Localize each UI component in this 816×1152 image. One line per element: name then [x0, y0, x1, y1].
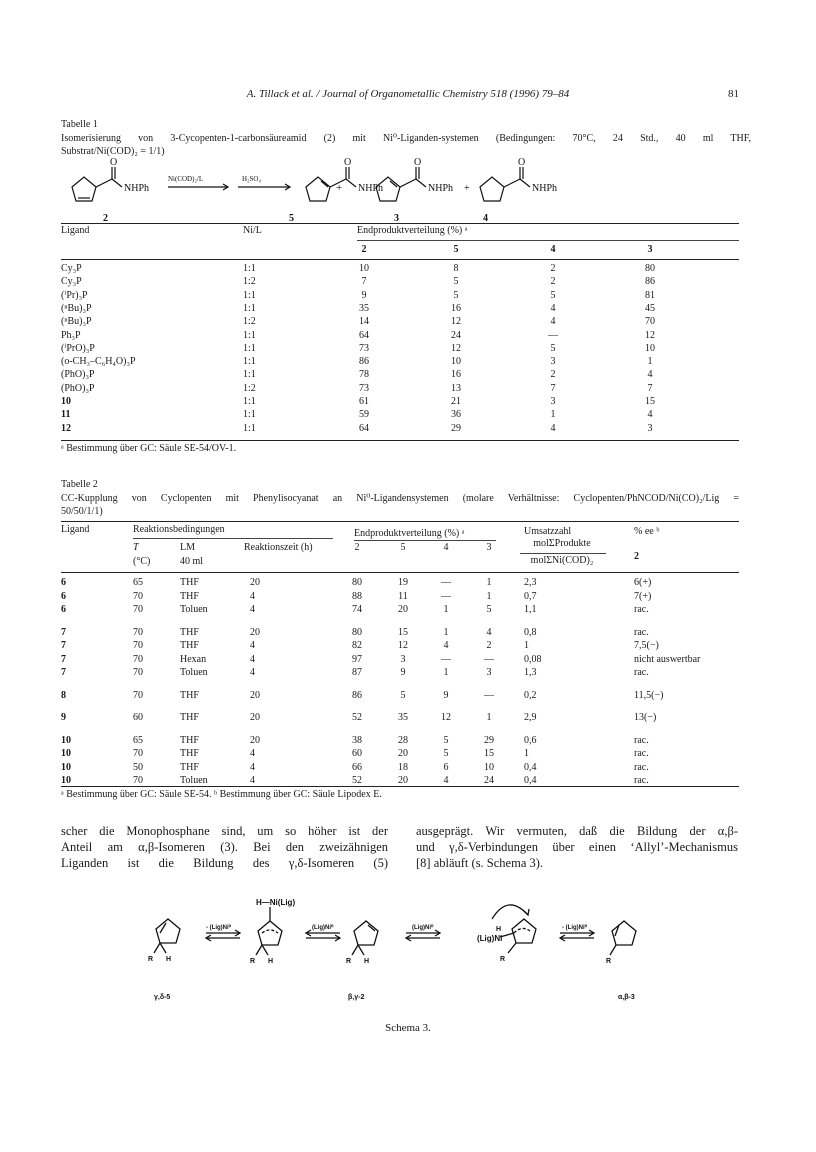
- table2-cell: 97: [352, 653, 362, 665]
- table2-fraction-bar: [520, 553, 606, 554]
- table2-cell: 4: [250, 604, 255, 615]
- table1-cell: 1: [647, 356, 653, 368]
- table2-cell: 70: [133, 775, 143, 786]
- table1-cell: 9: [361, 289, 367, 301]
- table2-cell: Toluen: [180, 667, 208, 678]
- table2-cell: 1: [524, 748, 529, 759]
- table1-cell: 5: [453, 289, 459, 301]
- svg-text:(Lig)Ni: (Lig)Ni: [477, 934, 503, 943]
- table2-cell: 4: [250, 640, 255, 651]
- table2-cell: 6: [61, 590, 66, 602]
- table2-cell: 20: [250, 689, 260, 701]
- table2-header-conditions: Reaktionsbedingungen: [133, 524, 225, 535]
- table2-cell: 1: [443, 626, 449, 638]
- table2-cell: 11: [398, 590, 408, 602]
- table1-cell: 1:1: [243, 302, 256, 314]
- table2-cell: 2: [486, 640, 492, 651]
- table2-label: Tabelle 2: [61, 479, 98, 490]
- table2-cell: 74: [352, 604, 362, 615]
- table1-cell: 35: [359, 302, 369, 314]
- table2-cell: 52: [352, 712, 362, 723]
- table2-cell: THF: [180, 577, 199, 588]
- table2-turnover-numerator: molΣProdukte: [533, 538, 591, 549]
- body-text-left-column: [61, 823, 388, 871]
- table1-cell: 15: [645, 396, 655, 407]
- table1-caption: Isomerisierung von 3-Cycopenten-1-carbonsäureamid (2) mit Ni⁰-Liganden-systemen (Bedingungen: 70°C, 24 Std., 40 ml THF, Substrat/Ni(COD)₂ = 1/1): [61, 133, 751, 157]
- table2-cell: —: [441, 653, 451, 665]
- svg-text:R: R: [148, 956, 154, 963]
- table1-cell: 4: [550, 302, 556, 314]
- table2-cell: 6: [443, 761, 449, 773]
- table1-cell: 1:1: [243, 409, 256, 421]
- table2-header-turnover: Umsatzzahl: [524, 526, 572, 537]
- body-left-line: Anteil am α,β-Isomeren (3). Bei den zweizähnigen: [61, 840, 388, 854]
- table2-cell: 7: [61, 667, 66, 678]
- table1-cell: 1:1: [243, 289, 256, 301]
- table2-cell: 4: [250, 748, 255, 759]
- table2-cell: 7: [61, 653, 66, 665]
- table2-cell: 6: [61, 604, 66, 615]
- table2-turnover-denominator: molΣNi(COD)₂: [530, 555, 594, 566]
- table1-cell: 1:1: [243, 263, 256, 274]
- table2-cell: 86: [352, 689, 362, 701]
- table1-cell: 86: [359, 356, 369, 368]
- table1-cell: 80: [645, 263, 655, 274]
- svg-text:γ,δ-5: γ,δ-5: [154, 994, 171, 1001]
- table2-cell: 0,6: [524, 734, 537, 746]
- table2-cell: 65: [133, 734, 143, 746]
- table2-cell: 4: [250, 775, 255, 786]
- svg-text:O: O: [518, 157, 526, 168]
- table1-cell: 1:1: [243, 342, 256, 354]
- table2-cell: THF: [180, 640, 199, 651]
- table1-cell: Ph₃P: [61, 329, 81, 341]
- table2-cell: 1: [486, 590, 492, 602]
- svg-text:β,γ-2: β,γ-2: [348, 994, 365, 1001]
- table2-cell: rac.: [634, 604, 649, 615]
- table2-cell: 0,4: [524, 775, 537, 786]
- table2-cell: 4: [250, 761, 255, 773]
- table2-header-LM-vol: 40 ml: [180, 556, 204, 567]
- table2-cell: 10: [484, 761, 494, 773]
- body-left-line: Liganden ist die Bildung des γ,δ-Isomeren (5): [61, 856, 388, 870]
- body-right-line: und γ,δ-Verbindungen über einen ‘Allyl’-Mechanismus: [416, 840, 738, 854]
- table1-top-rule: [61, 223, 739, 224]
- table2-header-ee: % ee ᵇ: [634, 526, 660, 537]
- table1-cell: (PhO)₃P: [61, 369, 95, 381]
- table2-cell: 70: [133, 689, 143, 701]
- table2-cell: 9: [400, 667, 406, 678]
- table1-cell: 11: [61, 409, 71, 421]
- table2-cell: 1: [443, 604, 449, 615]
- table1-cell: 78: [359, 369, 369, 381]
- table2-cell: 70: [133, 604, 143, 615]
- table2-col-2: 2: [354, 542, 360, 553]
- table1-cell: 64: [359, 329, 369, 341]
- table2-cell: 1: [486, 712, 492, 723]
- table2-top-rule: [61, 521, 739, 522]
- table1-cell: 3: [550, 396, 556, 407]
- table2-cell: 12: [441, 712, 451, 723]
- table2-cell: 0,08: [524, 653, 542, 665]
- table2-header-T-unit: (°C): [133, 556, 151, 567]
- table1-cell: 13: [451, 382, 461, 394]
- table1-cell: 10: [359, 263, 369, 274]
- table1-sub-rule: [357, 240, 739, 241]
- table1-cell: 36: [451, 409, 461, 421]
- table1-cell: 16: [451, 369, 461, 381]
- svg-text:3: 3: [394, 213, 399, 224]
- table2-cell: 35: [398, 712, 408, 723]
- table1-cell: 10: [61, 396, 71, 407]
- table2-cell: 0,8: [524, 626, 537, 638]
- table2-bottom-rule: [61, 786, 739, 787]
- table1-cell: 5: [453, 276, 459, 288]
- table2-cell: 24: [484, 775, 494, 786]
- table2-cell: 8: [61, 689, 66, 701]
- table2-cell: 1: [486, 577, 492, 588]
- table2-cell: 38: [352, 734, 362, 746]
- svg-text:R: R: [250, 958, 256, 965]
- table2-cell: rac.: [634, 748, 649, 759]
- table1-cell: 21: [451, 396, 461, 407]
- table2-cell: 20: [398, 748, 408, 759]
- table2-cell: Toluen: [180, 775, 208, 786]
- table1-cell: (ⁿBu)₃P: [61, 302, 92, 314]
- table1-cell: 4: [647, 409, 653, 421]
- table2-cell: 4: [250, 590, 255, 602]
- table1-header-ratio: Ni/L: [243, 225, 262, 236]
- svg-text:R: R: [346, 958, 352, 965]
- table1-cell: 2: [550, 263, 556, 274]
- table1-cell: (o-CH₃–C₆H₄O)₃P: [61, 356, 136, 368]
- table1-cell: 16: [451, 302, 461, 314]
- table2-distribution-rule: [354, 540, 496, 541]
- table2-cell: 10: [61, 748, 71, 759]
- svg-text:NHPh: NHPh: [532, 183, 558, 194]
- table1-cell: 1:2: [243, 276, 256, 288]
- table2-cell: THF: [180, 748, 199, 759]
- svg-text:+: +: [464, 183, 470, 194]
- table2-cell: 20: [250, 734, 260, 746]
- svg-text:NHPh: NHPh: [428, 183, 454, 194]
- table2-cell: 3: [486, 667, 492, 678]
- table1-cell: Cy₃P: [61, 263, 82, 274]
- table2-cell: Hexan: [180, 653, 207, 665]
- table2-cell: 70: [133, 590, 143, 602]
- table2-cell: 5: [443, 748, 449, 759]
- table2-cell: rac.: [634, 775, 649, 786]
- table1-cell: 1:1: [243, 356, 256, 368]
- table1-cell: 61: [359, 396, 369, 407]
- svg-text:R: R: [606, 958, 612, 965]
- table2-cell: 65: [133, 577, 143, 588]
- table1-cell: 4: [550, 422, 556, 434]
- svg-text:2: 2: [103, 213, 108, 224]
- table1-cell: 7: [550, 382, 556, 394]
- table2-cell: 70: [133, 653, 143, 665]
- table1-cell: 59: [359, 409, 369, 421]
- table2-cell: 4: [486, 626, 492, 638]
- table2-cell: THF: [180, 626, 199, 638]
- table2-footnote: ᵃ Bestimmung über GC: Säule SE-54. ᵇ Bestimmung über GC: Säule Lipodex E.: [61, 789, 382, 800]
- table2-cell: —: [484, 689, 494, 701]
- table1-cell: 73: [359, 382, 369, 394]
- table2-cell: 60: [352, 748, 362, 759]
- table2-header-T: T: [133, 542, 139, 553]
- table1-cell: —: [548, 329, 558, 341]
- svg-text:- (Lig)Ni⁰: - (Lig)Ni⁰: [206, 925, 232, 931]
- table1-cell: 12: [645, 329, 655, 341]
- table2-cell: 28: [398, 734, 408, 746]
- table1-cell: 1:1: [243, 369, 256, 381]
- table1-cell: 5: [550, 342, 556, 354]
- svg-text:O: O: [110, 157, 118, 168]
- table2-cell: 20: [250, 626, 260, 638]
- table1-cell: 64: [359, 422, 369, 434]
- table2-header-rule: [61, 572, 739, 573]
- table2-cell: 52: [352, 775, 362, 786]
- table2-cell: THF: [180, 689, 199, 701]
- table2-cell: —: [484, 653, 494, 665]
- table2-cell: 29: [484, 734, 494, 746]
- svg-text:R: R: [500, 956, 506, 963]
- table1-cell: 29: [451, 422, 461, 434]
- table2-cell: 82: [352, 640, 362, 651]
- svg-text:H: H: [364, 958, 370, 965]
- svg-text:O: O: [414, 157, 422, 168]
- table1-cell: Cy₃P: [61, 276, 82, 288]
- table2-cell: 0,7: [524, 590, 537, 602]
- table2-cell: nicht auswertbar: [634, 653, 701, 665]
- table1-cell: 70: [645, 316, 655, 328]
- table2-cell: 1: [443, 667, 449, 678]
- scheme3-mechanism: [130, 893, 690, 1013]
- table2-cell: 10: [61, 775, 71, 786]
- table1-cell: 73: [359, 342, 369, 354]
- table1-cell: 10: [645, 342, 655, 354]
- table1-cell: 1: [550, 409, 556, 421]
- table2-cell: 0,2: [524, 689, 537, 701]
- svg-text:NHPh: NHPh: [124, 183, 150, 194]
- table1-cell: 45: [645, 302, 655, 314]
- table2-cell: 6(+): [634, 577, 652, 588]
- table1-header-rule: [61, 259, 739, 260]
- table2-cell: 13(−): [634, 712, 657, 723]
- table2-cell: 7(+): [634, 590, 652, 602]
- table1-cell: 1:1: [243, 422, 256, 434]
- table1-cell: 2: [550, 369, 556, 381]
- scheme-plus-1: +: [336, 182, 343, 194]
- table2-cell: THF: [180, 712, 199, 723]
- table2-cell: rac.: [634, 734, 649, 746]
- table1-cell: 7: [361, 276, 367, 288]
- table1-cell: 4: [647, 369, 653, 381]
- svg-text:(Lig)Ni⁰: (Lig)Ni⁰: [412, 925, 434, 931]
- table2-cell: 1: [524, 640, 529, 651]
- table2-header-distribution: Endproduktverteilung (%) ᵃ: [354, 528, 465, 539]
- table2-cell: 20: [398, 775, 408, 786]
- table1-cell: 1:1: [243, 396, 256, 407]
- table2-cell: 9: [61, 712, 66, 723]
- table2-cell: 4: [443, 775, 449, 786]
- svg-text:Ni(COD)₂/L: Ni(COD)₂/L: [168, 175, 204, 183]
- table2-cell: 15: [484, 748, 494, 759]
- table2-cell: 5: [400, 689, 406, 701]
- table1-col-2: 2: [361, 244, 367, 255]
- table1-cell: (ⁱPrO)₃P: [61, 342, 95, 354]
- body-right-line: [8] abläuft (s. Schema 3).: [416, 856, 544, 870]
- table2-cell: 4: [250, 653, 255, 665]
- table1-cell: 10: [451, 356, 461, 368]
- table2-col-5: 5: [400, 542, 406, 553]
- table1-col-5: 5: [453, 244, 459, 255]
- svg-text:α,β-3: α,β-3: [618, 994, 635, 1001]
- table2-cell: Toluen: [180, 604, 208, 615]
- table2-cell: 70: [133, 667, 143, 678]
- table2-cell: 3: [400, 653, 406, 665]
- svg-text:NHPh: NHPh: [358, 183, 384, 194]
- table1-cell: 12: [451, 342, 461, 354]
- body-right-line: ausgeprägt. Wir vermuten, daß die Bildung der α,β-: [416, 824, 738, 838]
- table1-cell: 3: [647, 422, 653, 434]
- table2-cell: —: [441, 590, 451, 602]
- table2-cell: 2,9: [524, 712, 537, 723]
- table2-cell: rac.: [634, 761, 649, 773]
- table2-cell: THF: [180, 590, 199, 602]
- table2-col-4: 4: [443, 542, 449, 553]
- table1-cell: 86: [645, 276, 655, 288]
- table2-cell: THF: [180, 734, 199, 746]
- table2-cell: 18: [398, 761, 408, 773]
- table2-cell: 4: [443, 640, 449, 651]
- table2-cell: 87: [352, 667, 362, 678]
- table1-label: Tabelle 1: [61, 119, 98, 130]
- table2-cell: 2,3: [524, 577, 537, 588]
- table1-col-3: 3: [647, 244, 653, 255]
- table2-header-ligand: Ligand: [61, 524, 90, 535]
- table2-cell: —: [441, 577, 451, 588]
- table2-cell: 70: [133, 640, 143, 651]
- table2-cell: 15: [398, 626, 408, 638]
- table2-cell: 7,5(−): [634, 640, 659, 651]
- table2-cell: 7: [61, 640, 66, 651]
- table2-cell: 4: [250, 667, 255, 678]
- table1-header-distribution: Endproduktverteilung (%) ᵃ: [357, 225, 468, 236]
- scheme3-caption: Schema 3.: [385, 1022, 431, 1034]
- table2-cell: 11,5(−): [634, 689, 664, 701]
- svg-text:5: 5: [289, 213, 294, 224]
- table1-cell: 1:2: [243, 382, 256, 394]
- table2-conditions-rule: [133, 538, 333, 539]
- table1-cell: 1:2: [243, 316, 256, 328]
- table2-cell: rac.: [634, 626, 649, 638]
- table2-cell: 1,1: [524, 604, 537, 615]
- table2-cell: 10: [61, 734, 71, 746]
- table2-cell: 20: [250, 712, 260, 723]
- table2-cell: 20: [398, 604, 408, 615]
- table2-cell: 0,4: [524, 761, 537, 773]
- table2-cell: 88: [352, 590, 362, 602]
- body-left-line: scher die Monophosphane sind, um so höher ist der: [61, 824, 388, 838]
- table2-cell: 19: [398, 577, 408, 588]
- table1-cell: 8: [453, 263, 459, 274]
- running-header-citation: A. Tillack et al. / Journal of Organometallic Chemistry 518 (1996) 79–84: [246, 88, 570, 100]
- table1-cell: 81: [645, 289, 655, 301]
- table1-col-4: 4: [550, 244, 556, 255]
- table1-cell: 1:1: [243, 329, 256, 341]
- page-number: 81: [728, 88, 739, 100]
- svg-text:H: H: [166, 956, 172, 963]
- table1-cell: (PhO)₃P: [61, 382, 95, 394]
- table2-col-3: 3: [486, 542, 492, 553]
- table2-cell: 10: [61, 761, 71, 773]
- table2-cell: 80: [352, 577, 362, 588]
- table2-cell: 7: [61, 626, 66, 638]
- table1-cell: 3: [550, 356, 556, 368]
- table1-cell: 7: [647, 382, 653, 394]
- table2-header-time: Reaktionszeit (h): [244, 542, 313, 553]
- table1-cell: (ⁱPr)₃P: [61, 289, 88, 301]
- body-text-right-column: [416, 823, 738, 871]
- table2-header-LM: LM: [180, 542, 195, 553]
- table2-cell: 70: [133, 748, 143, 759]
- table2-cell: 5: [443, 734, 449, 746]
- svg-text:4: 4: [483, 213, 488, 224]
- table1-cell: 12: [451, 316, 461, 328]
- table1-cell: (ⁿBu)₃P: [61, 316, 92, 328]
- svg-text:- (Lig)Ni⁰: - (Lig)Ni⁰: [562, 925, 588, 931]
- cyclopentene-ring-2: [72, 177, 96, 201]
- table1-cell: 12: [61, 422, 71, 434]
- table2-cell: 70: [133, 626, 143, 638]
- svg-text:(Lig)Ni⁰: (Lig)Ni⁰: [312, 925, 334, 931]
- table1-header-ligand: Ligand: [61, 225, 90, 236]
- table2-cell: 66: [352, 761, 362, 773]
- table2-cell: 9: [443, 689, 449, 701]
- svg-text:H: H: [268, 958, 274, 965]
- ring-gamma-delta-5: [156, 919, 180, 943]
- svg-text:H: H: [496, 926, 502, 933]
- table1-footnote: ᵃ Bestimmung über GC: Säule SE-54/OV-1.: [61, 443, 237, 454]
- table1-cell: 5: [550, 289, 556, 301]
- table2-caption: CC-Kupplung von Cyclopenten mit Phenylisocyanat an Ni⁰-Ligandensystemen (molare Verhältnisse: Cyclopenten/PhNCOD/Ni(CO)₂/Lig = 50/50/1/1): [61, 493, 739, 517]
- table2-cell: THF: [180, 761, 199, 773]
- svg-text:H₂SO₄: H₂SO₄: [242, 175, 261, 183]
- table1-cell: 2: [550, 276, 556, 288]
- table2-cell: 12: [398, 640, 408, 651]
- table2-header-ee-col: 2: [634, 551, 639, 562]
- table1-cell: 4: [550, 316, 556, 328]
- table2-cell: 80: [352, 626, 362, 638]
- table2-cell: 6: [61, 577, 66, 588]
- table2-cell: rac.: [634, 667, 649, 678]
- table2-cell: 5: [486, 604, 492, 615]
- svg-text:H—Ni(Lig): H—Ni(Lig): [256, 898, 296, 907]
- table2-cell: 1,3: [524, 667, 537, 678]
- table2-cell: 50: [133, 761, 143, 773]
- table1-bottom-rule: [61, 440, 739, 441]
- svg-text:O: O: [344, 157, 352, 168]
- table1-cell: 14: [359, 316, 369, 328]
- table2-cell: 60: [133, 712, 143, 723]
- table1-cell: 24: [451, 329, 461, 341]
- table2-cell: 20: [250, 577, 260, 588]
